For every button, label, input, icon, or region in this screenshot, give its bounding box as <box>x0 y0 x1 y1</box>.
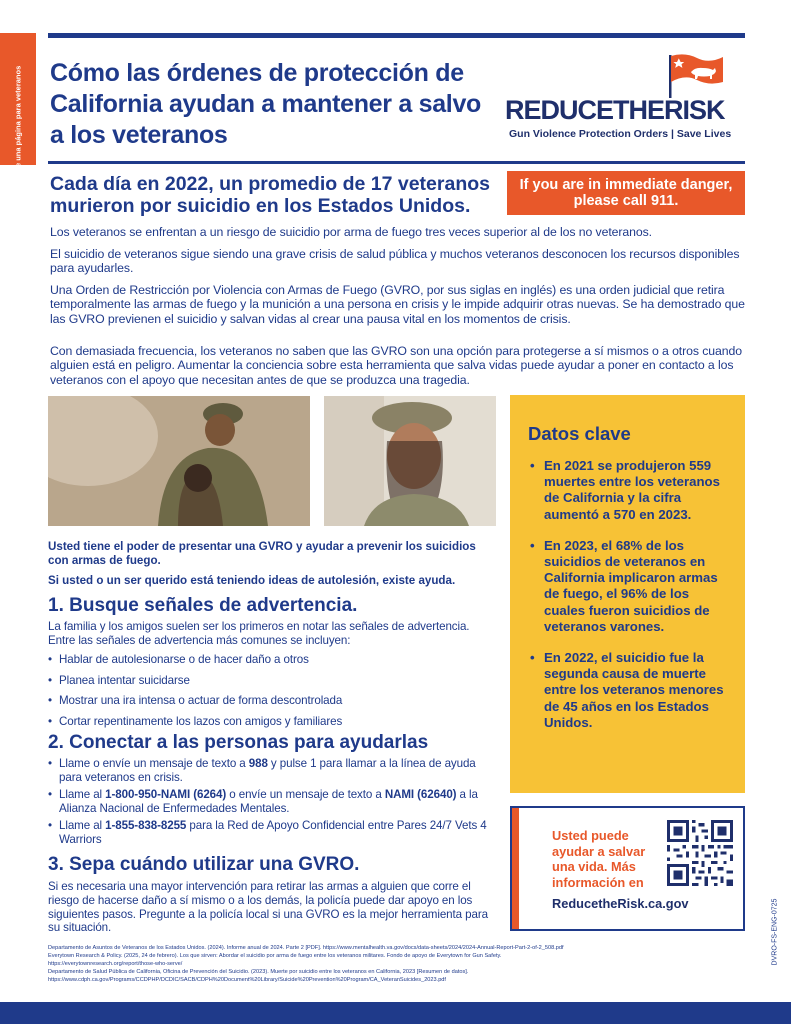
section3-body: Si es necesaria una mayor intervención para retirar las armas a alguien que corre el riesgo de hacerse daño a sí mismo o a los demás, la policía puede dar apoyo en los siguientes pasos. Pregunte a la policía local si una GVRO es la mejor herramienta para su situación. <box>48 880 488 935</box>
reference-link[interactable]: https://www.cdph.ca.gov/Programs/CCDPHP/DCDIC/SACB/CDPH%20Document%20Library/Suicide%20Prevention%20Program/CA_VeteranSuicides_2023.pdf <box>48 977 446 983</box>
helpline-number[interactable]: 1-855-838-8255 <box>105 819 187 833</box>
helpline-list <box>48 757 498 851</box>
cta-accent-bar <box>512 808 519 929</box>
side-tab <box>0 33 36 199</box>
reference-line: Everytown Research & Policy. (2025, 24 de febrero). Los que sirven: Abordar el suicidio por arma de fuego entre los veteranos militares. Fondo de apoyo de Everytown for Gun Safety. <box>48 953 502 959</box>
side-tab-label: Folleto de una página para veteranos <box>13 65 23 199</box>
key-facts-title: Datos clave <box>528 423 631 444</box>
woman-soldier-photo <box>324 396 496 526</box>
key-fact-item: • En 2023, el 68% de los suicidios de veteranos en California implicaron armas de fuego, el 96% de los cuales fueron suicidios de veteranos varones. <box>528 538 728 635</box>
logo-wordmark: REDUCETHERISK <box>505 95 725 125</box>
veteran-hug-photo <box>48 396 310 526</box>
section2-heading: 2. Conectar a las personas para ayudarlas <box>48 732 429 753</box>
helpline-number[interactable]: 1-800-950-NAMI (6264) <box>105 788 227 802</box>
references <box>48 944 748 984</box>
document-code: DVRO-FS-ENG-0725 <box>771 898 779 966</box>
section1-heading: 1. Busque señales de advertencia. <box>48 595 358 616</box>
reference-link[interactable]: https://everytownresearch.org/report/those-who-serve/ <box>48 961 183 967</box>
warning-sign-item: • Hablar de autolesionarse o de hacer daño a otros <box>48 653 498 667</box>
helpline-item: • Llame al 1-800-950-NAMI (6264) o envíe un mensaje de texto a NAMI (62640) a la Alianza Nacional de Enfermedades Mentales. <box>48 788 498 815</box>
section1-body: La familia y los amigos suelen ser los primeros en notar las señales de advertencia. Entre las señales de advertencia más comunes se incluyen: <box>48 620 470 647</box>
reference-line: Departamento de Asuntos de Veteranos de los Estados Unidos. (2024). Informe anual de 2024. Parte 2 [PDF]. https://www.mentalhealth.va.gov/docs/data-sheets/2024/2024-Annual-Report-Part-2-of-2_508.pdf <box>48 945 564 951</box>
help-statement: Si usted o un ser querido está teniendo ideas de autolesión, existe ayuda. <box>48 574 456 587</box>
reduce-the-risk-logo <box>505 52 745 147</box>
intro-paragraph: Los veteranos se enfrentan a un riesgo de suicidio por arma de fuego tres veces superior al de los no veteranos. <box>50 225 652 239</box>
page-title: Cómo las órdenes de protección de California ayudan a mantener a salvo a los veteranos <box>50 59 482 149</box>
helpline-text-code[interactable]: NAMI (62640) <box>384 788 457 802</box>
california-flag-icon <box>665 52 727 98</box>
reference-line: Departamento de Salud Pública de California, Oficina de Prevención del Suicidio. (2023). Muerte por suicidio entre los veteranos en California, 2023 [Resumen de datos]. <box>48 969 469 975</box>
top-rule <box>48 33 745 38</box>
section3-heading: 3. Sepa cuándo utilizar una GVRO. <box>48 854 360 875</box>
intro-paragraph: El suicidio de veteranos sigue siendo una grave crisis de salud pública y muchos veteranos desconocen los recursos disponibles para ayudarles. <box>50 247 740 276</box>
key-fact-item: • En 2021 se produjeron 559 muertes entre los veteranos de California y la cifra aumentó a 570 en 2023. <box>528 458 728 523</box>
cta-text: Usted puede ayudar a salvar una vida. Más información en <box>552 828 646 890</box>
key-fact-item: • En 2022, el suicidio fue la segunda causa de muerte entre los veteranos menores de 45 años en los Estados Unidos. <box>528 650 728 731</box>
helpline-item: • Llame al 1-855-838-8255 para la Red de Apoyo Confidencial entre Pares 24/7 Vets 4 Warriors <box>48 819 498 846</box>
headline: Cada día en 2022, un promedio de 17 veteranos murieron por suicidio en los Estados Unidos. <box>50 173 490 217</box>
qr-code-icon[interactable] <box>667 820 733 886</box>
website-link[interactable]: ReducetheRisk.ca.gov <box>552 896 689 911</box>
warning-sign-item: • Cortar repentinamente los lazos con amigos y familiares <box>48 715 498 729</box>
empowerment-statement: Usted tiene el poder de presentar una GVRO y ayudar a prevenir los suicidios con armas de fuego. <box>48 540 476 567</box>
helpline-number[interactable]: 988 <box>248 757 268 770</box>
emergency-banner: If you are in immediate danger, please call 911. <box>507 171 745 215</box>
logo-tagline: Gun Violence Protection Orders | Save Lives <box>509 128 732 140</box>
footer-bar <box>0 1002 791 1024</box>
helpline-item: • Llame o envíe un mensaje de texto a 988 y pulse 1 para llamar a la línea de ayuda para veteranos en crisis. <box>48 757 498 784</box>
intro-paragraph: Con demasiada frecuencia, los veteranos no saben que las GVRO son una opción para protegerse a sí mismos o a otros cuando alguien está en peligro. Aumentar la conciencia sobre esta herramienta que salva vidas puede ayudar a poner en contacto a los veteranos con el apoyo que necesitan antes de que se produzca una tragedia. <box>50 344 742 387</box>
warning-signs-list <box>48 653 498 735</box>
call-to-action-box <box>510 806 745 931</box>
key-facts-list <box>528 458 728 746</box>
intro-paragraph: Una Orden de Restricción por Violencia con Armas de Fuego (GVRO, por sus siglas en inglés) es una orden judicial que retira temporalmente las armas de fuego y la munición a una persona en crisis y le impide adquirir otras nuevas. Se ha demostrado que las GVRO previenen el suicidio y salvan vidas al crear una pausa vital en los momentos de crisis. <box>50 283 745 326</box>
header-divider <box>48 161 745 164</box>
warning-sign-item: • Mostrar una ira intensa o actuar de forma descontrolada <box>48 694 498 708</box>
warning-sign-item: • Planea intentar suicidarse <box>48 674 498 688</box>
